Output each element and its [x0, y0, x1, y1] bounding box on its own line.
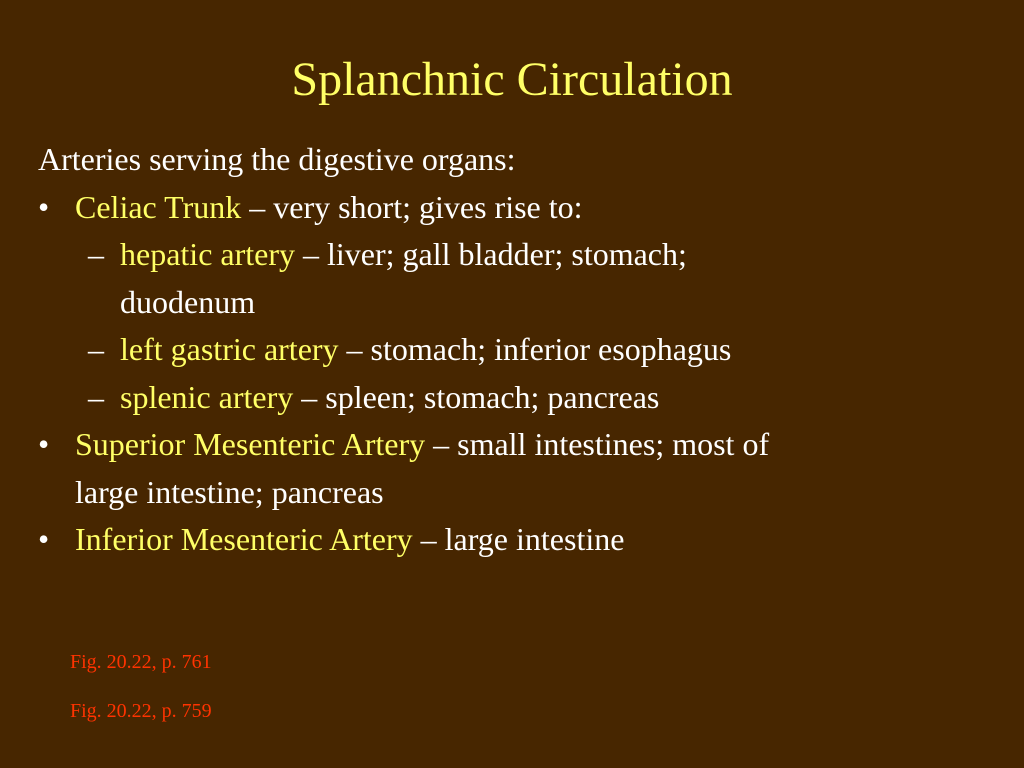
bullet-superior-mesenteric-artery — [38, 421, 988, 469]
term-inferior-mesenteric-artery: Inferior Mesenteric Artery — [75, 521, 413, 557]
term-superior-mesenteric-artery: Superior Mesenteric Artery — [75, 426, 426, 462]
slide-title: Splanchnic Circulation — [291, 53, 733, 106]
figure-reference: Fig. 20.22, p. 759 — [70, 700, 212, 722]
intro-line: Arteries serving the digestive organs: — [38, 141, 516, 177]
bullet-inferior-mesenteric-artery — [38, 516, 988, 564]
desc-inferior-mesenteric-artery: – large intestine — [412, 521, 625, 557]
sub-bullet-splenic-artery — [38, 374, 988, 422]
sub-bullet-left-gastric-artery — [38, 326, 988, 374]
bullet-marker: • — [38, 521, 50, 557]
dash-marker: – — [88, 378, 104, 415]
sub-bullet-hepatic-artery — [38, 231, 988, 279]
desc-splenic-artery: – spleen; stomach; pancreas — [293, 378, 660, 415]
term-splenic-artery: splenic artery — [120, 378, 294, 415]
bullet-marker: • — [38, 426, 50, 462]
desc-hepatic-artery-cont: duodenum — [120, 283, 256, 320]
term-hepatic-artery: hepatic artery — [120, 236, 295, 272]
term-left-gastric-artery: left gastric artery — [120, 331, 339, 367]
desc-superior-mesenteric-artery: – small intestines; most of — [425, 426, 770, 462]
bullet-celiac-trunk — [38, 184, 988, 232]
figure-reference: Fig. 20.22, p. 761 — [70, 651, 212, 673]
desc-celiac-trunk: – very short; gives rise to: — [241, 188, 583, 225]
desc-left-gastric-artery: – stomach; inferior esophagus — [338, 331, 732, 367]
dash-marker: – — [88, 331, 104, 367]
term-celiac-trunk: Celiac Trunk — [75, 188, 242, 225]
slide-body — [38, 136, 988, 564]
desc-superior-mesenteric-artery-cont: large intestine; pancreas — [75, 473, 384, 510]
bullet-marker: • — [38, 188, 50, 225]
dash-marker: – — [88, 236, 104, 272]
desc-hepatic-artery: – liver; gall bladder; stomach; — [295, 236, 687, 272]
